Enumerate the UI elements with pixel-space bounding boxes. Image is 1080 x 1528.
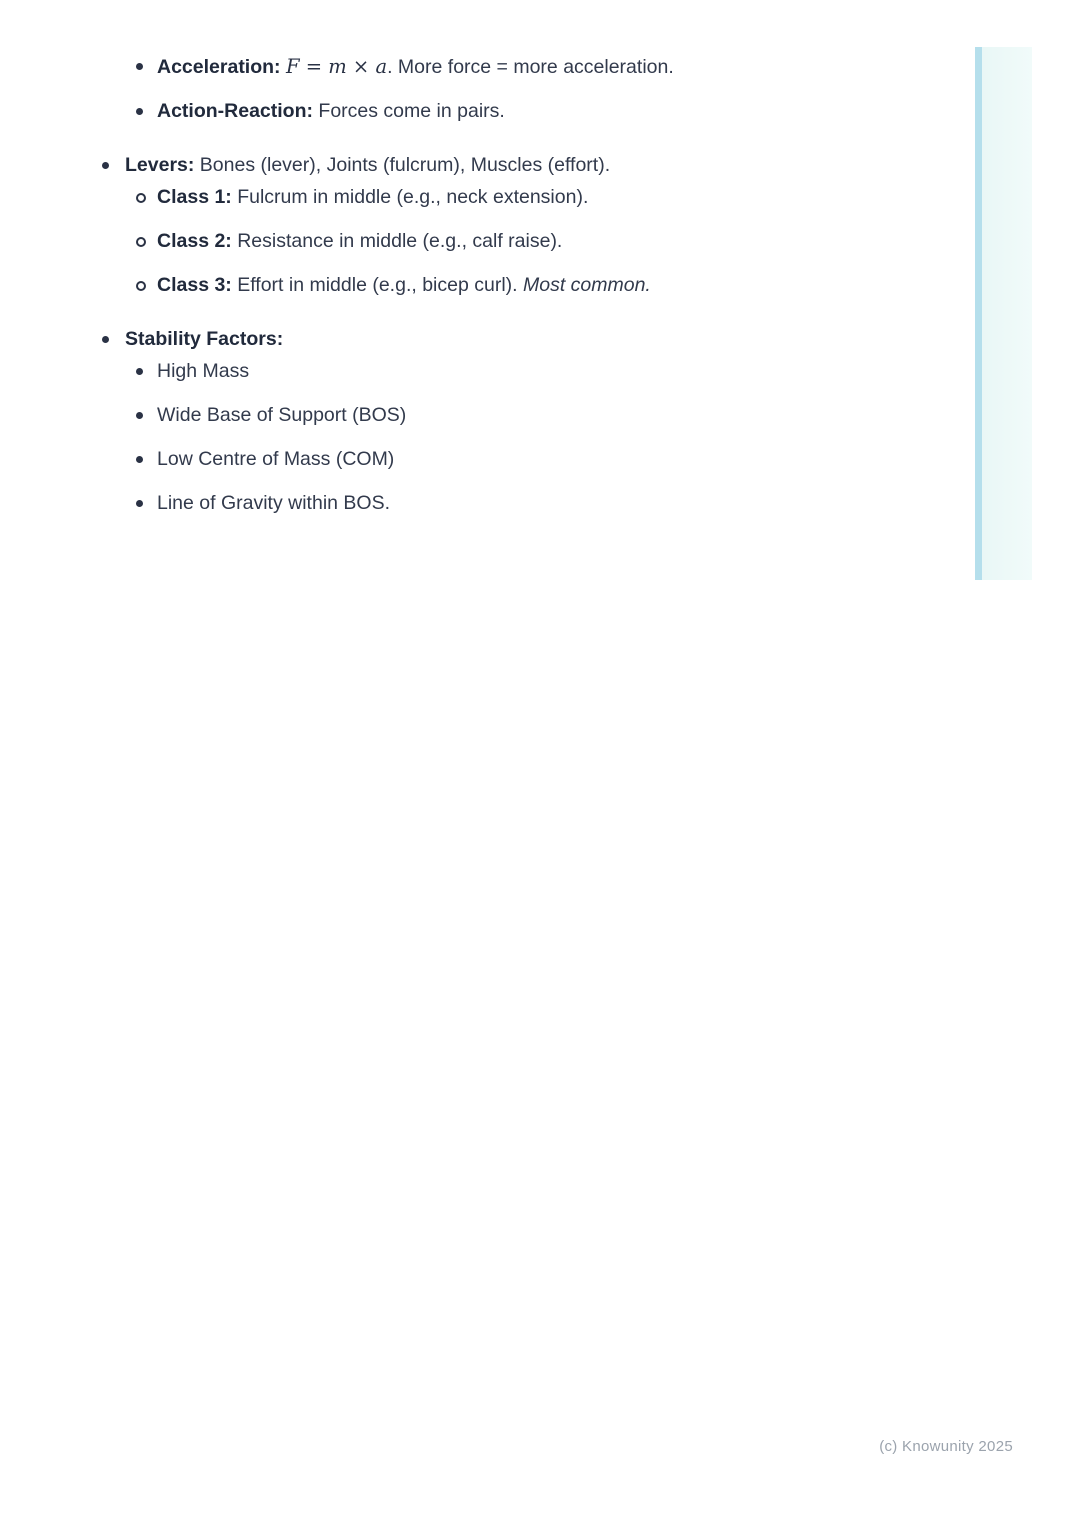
- bullet-circle-icon: [136, 193, 146, 203]
- list-item: [0, 229, 1080, 254]
- text-segment: Bones (lever), Joints (fulcrum), Muscles (effort).: [199, 154, 611, 176]
- text-segment: Line of Gravity within BOS.: [157, 492, 391, 514]
- text-segment: Acceleration:: [157, 56, 286, 78]
- list-item: [0, 447, 1080, 472]
- bullet-disc-icon: [136, 63, 143, 70]
- list-item: [0, 54, 1080, 80]
- text-segment: Forces come in pairs.: [318, 100, 505, 122]
- text-segment: Class 3:: [157, 274, 238, 296]
- list-item: [0, 403, 1080, 428]
- text-segment: Resistance in middle (e.g., calf raise).: [237, 230, 563, 252]
- text-segment: Levers:: [125, 154, 200, 176]
- text-segment: Effort in middle (e.g., bicep curl).: [237, 274, 523, 296]
- text-segment: Action-Reaction:: [157, 100, 319, 122]
- text-segment: Low Centre of Mass (COM): [157, 448, 395, 470]
- text-segment: High Mass: [157, 360, 250, 382]
- copyright-text: (c) Knowunity 2025: [879, 1438, 1013, 1455]
- bullet-disc-icon: [136, 500, 143, 507]
- list-item: [0, 327, 1080, 352]
- bullet-circle-icon: [136, 281, 146, 291]
- text-segment: F = m × a: [285, 55, 388, 78]
- bullet-disc-icon: [136, 456, 143, 463]
- bullet-disc-icon: [102, 336, 109, 343]
- text-segment: Wide Base of Support (BOS): [157, 404, 407, 426]
- list-item: [0, 99, 1080, 124]
- text-segment: Most common.: [522, 274, 651, 296]
- text-segment: Class 1:: [157, 186, 238, 208]
- text-segment: Stability Factors:: [125, 328, 284, 350]
- bullet-disc-icon: [136, 412, 143, 419]
- bullet-disc-icon: [136, 108, 143, 115]
- list-item: [0, 185, 1080, 210]
- text-segment: Fulcrum in middle (e.g., neck extension).: [237, 186, 589, 208]
- list-item: [0, 273, 1080, 298]
- notes-list: [0, 54, 1080, 516]
- list-item: [0, 359, 1080, 384]
- bullet-disc-icon: [136, 368, 143, 375]
- bullet-disc-icon: [102, 162, 109, 169]
- text-segment: Class 2:: [157, 230, 238, 252]
- text-segment: . More force = more acceleration.: [387, 56, 674, 78]
- bullet-circle-icon: [136, 237, 146, 247]
- list-item: [0, 491, 1080, 516]
- list-item: [0, 153, 1080, 178]
